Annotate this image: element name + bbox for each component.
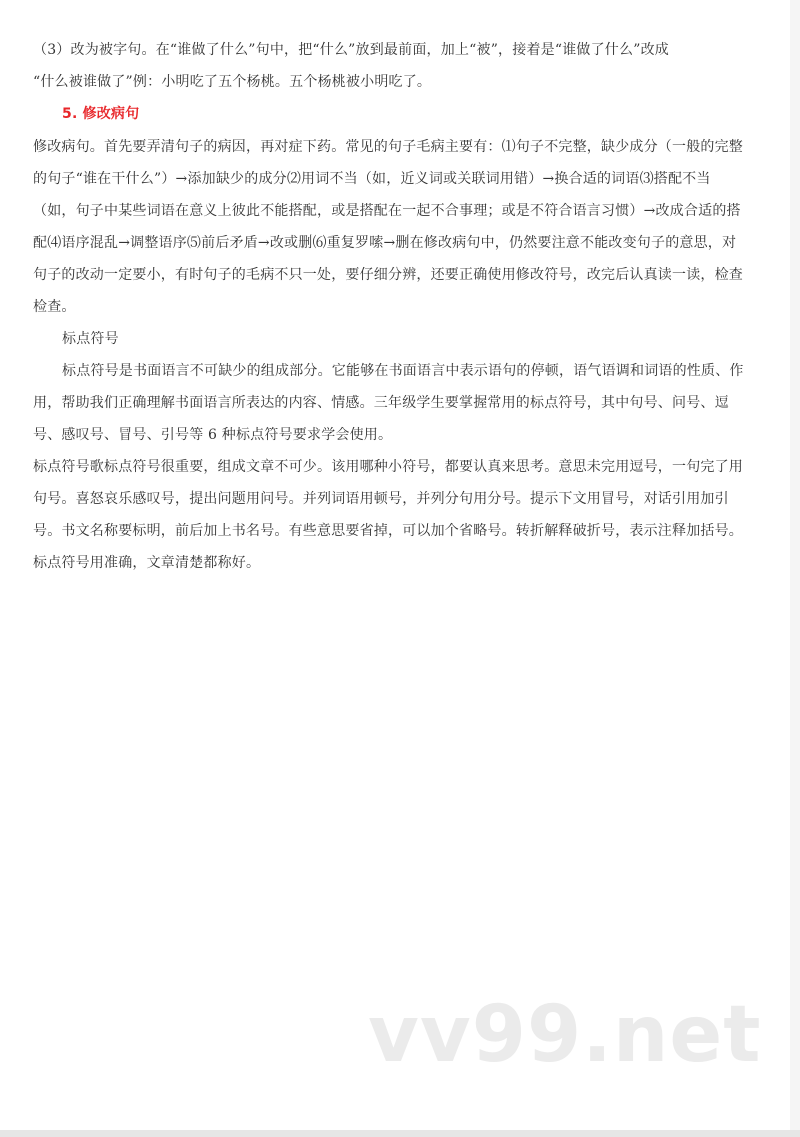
section3-line-2: “什么被谁做了”例：小明吃了五个杨桃。五个杨桃被小明吃了。 [33,74,432,90]
section5-line-4: 配⑷语序混乱→调整语序⑸前后矛盾→改或删⑹重复罗嗦→删在修改病句中，仍然要注意不能改变句子的意思，对 [33,235,737,251]
section5-heading: 5. 修改病句 [62,106,140,122]
punctuation-intro-line-1: 标点符号是书面语言不可缺少的组成部分。它能够在书面语言中表示语句的停顿，语气语调和词语的性质、作 [62,363,744,379]
punctuation-song-line-3: 号。书文名称要标明，前后加上书名号。有些意思要省掉，可以加个省略号。转折解释破折号，表示注释加括号。 [33,523,743,539]
section5-line-1: 修改病句。首先要弄清句子的病因，再对症下药。常见的句子毛病主要有：⑴句子不完整，缺少成分（一般的完整 [33,139,743,155]
section5-line-3: （如，句子中某些词语在意义上彼此不能搭配，或是搭配在一起不合事理；或是不符合语言习惯）→改成合适的搭 [33,203,741,219]
page-edge [790,0,800,1130]
watermark: vv99.net [368,990,762,1080]
punctuation-intro-line-3: 号、感叹号、冒号、引号等 6 种标点符号要求学会使用。 [33,427,393,443]
section5-line-5: 句子的改动一定要小，有时句子的毛病不只一处，要仔细分辨，还要正确使用修改符号，改完后认真读一读，检查 [33,267,743,283]
punctuation-intro-line-2: 用，帮助我们正确理解书面语言所表达的内容、情感。三年级学生要掌握常用的标点符号，其中句号、问号、逗 [33,395,729,411]
section3-line-1: （3）改为被字句。在“谁做了什么”句中，把“什么”放到最前面，加上“被”，接着是“谁做了什么”改成 [33,42,669,58]
punctuation-song-line-1: 标点符号歌标点符号很重要，组成文章不可少。该用哪种小符号，都要认真来思考。意思未完用逗号，一句完了用 [33,459,743,475]
punctuation-heading: 标点符号 [62,331,119,347]
punctuation-song-line-2: 句号。喜怒哀乐感叹号，提出问题用问号。并列词语用顿号，并列分句用分号。提示下文用冒号，对话引用加引 [33,491,729,507]
section5-line-6: 检查。 [33,299,76,315]
page-bottom-divider [0,1130,800,1137]
section5-line-2: 的句子“谁在干什么”）→添加缺少的成分⑵用词不当（如，近义词或关联词用错）→换合适的词语⑶搭配不当 [33,171,711,187]
punctuation-song-line-4: 标点符号用准确，文章清楚都称好。 [33,555,261,571]
